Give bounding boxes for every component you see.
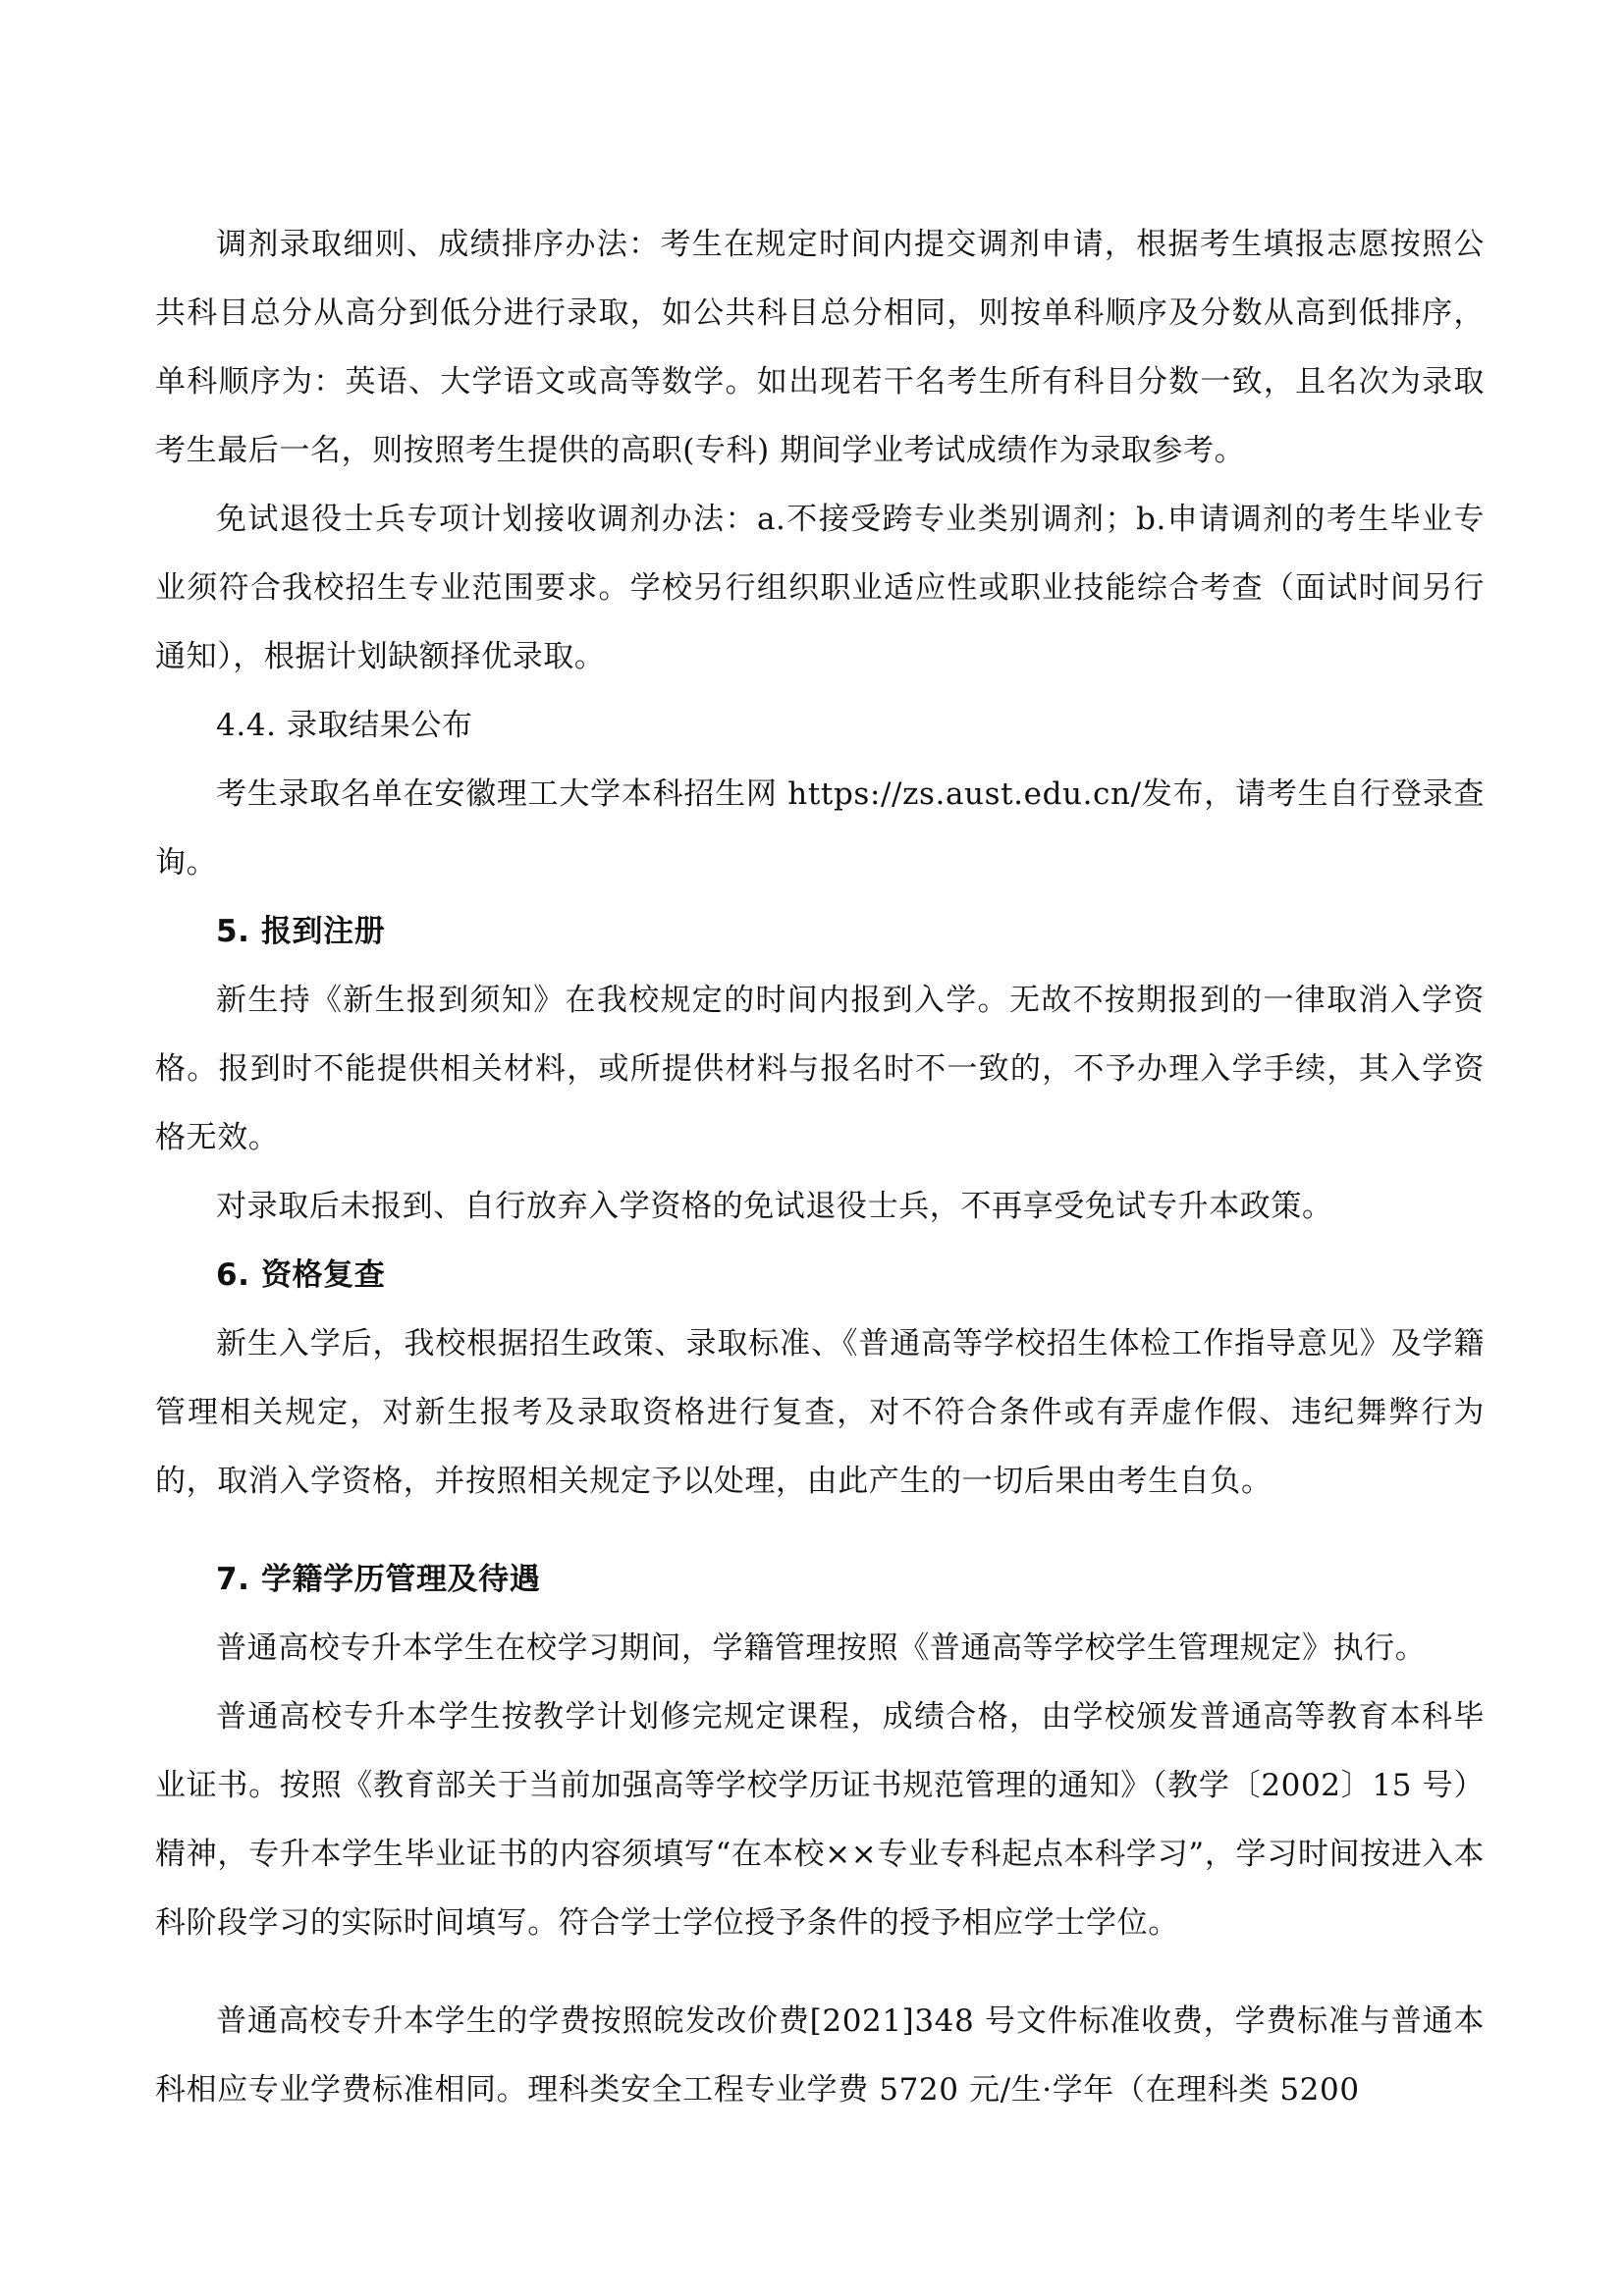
paragraph-qualification-review: 新生入学后，我校根据招生政策、录取标准、《普通高等学校招生体检工作指导意见》及学籍管理相关规定，对新生报考及录取资格进行复查，对不符合条件或有弄虚作假、违纪舞弊行为的，取消入学资格，并按照相关规定予以处理，由此产生的一切后果由考生自负。 <box>155 1326 1485 1499</box>
heading-4-4-admission-results: 4.4. 录取结果公布 <box>216 708 473 743</box>
paragraph-veteran-unregistered: 对录取后未报到、自行放弃入学资格的免试退役士兵，不再享受免试专升本政策。 <box>216 1189 1333 1224</box>
paragraph-adjustment-rules: 调剂录取细则、成绩排序办法：考生在规定时间内提交调剂申请，根据考生填报志愿按照公共科目总分从高分到低分进行录取，如公共科目总分相同，则按单科顺序及分数从高到低排序，单科顺序为：英语、大学语文或高等数学。如出现若干名考生所有科目分数一致，且名次为录取考生最后一名，则按照考生提供的高职(专科) 期间学业考试成绩作为录取参考。 <box>155 227 1485 468</box>
heading-7-student-status: 7. 学籍学历管理及待遇 <box>216 1562 541 1597</box>
paragraph-tuition: 普通高校专升本学生的学费按照皖发改价费[2021]348 号文件标准收费，学费标准与普通本科相应专业学费标准相同。理科类安全工程专业学费 5720 元/生·学年（在理科类 5200 <box>155 2003 1485 2108</box>
document-body <box>155 210 1485 2124</box>
section-gap <box>155 1957 1485 1987</box>
paragraph-veteran-adjustment: 免试退役士兵专项计划接收调剂办法：a.不接受跨专业类别调剂；b.申请调剂的考生毕业专业须符合我校招生专业范围要求。学校另行组织职业适应性或职业技能综合考查（面试时间另行通知），根据计划缺额择优录取。 <box>155 502 1485 674</box>
heading-6-qualification-review: 6. 资格复查 <box>216 1257 386 1293</box>
paragraph-status-management: 普通高校专升本学生在校学习期间，学籍管理按照《普通高等学校学生管理规定》执行。 <box>216 1630 1427 1666</box>
section-gap <box>155 1516 1485 1545</box>
heading-5-registration: 5. 报到注册 <box>216 914 386 949</box>
paragraph-admission-list: 考生录取名单在安徽理工大学本科招生网 https://zs.aust.edu.cn/发布，请考生自行登录查询。 <box>155 776 1485 881</box>
paragraph-diploma: 普通高校专升本学生按教学计划修完规定课程，成绩合格，由学校颁发普通高等教育本科毕业证书。按照《教育部关于当前加强高等学校学历证书规范管理的通知》（教学〔2002〕15 号）精神，专升本学生毕业证书的内容须填写“在本校××专业专科起点本科学习”，学习时间按进入本科阶段学习的实际时间填写。符合学士学位授予条件的授予相应学士学位。 <box>155 1699 1485 1941</box>
paragraph-registration-notice: 新生持《新生报到须知》在我校规定的时间内报到入学。无故不按期报到的一律取消入学资格。报到时不能提供相关材料，或所提供材料与报名时不一致的，不予办理入学手续，其入学资格无效。 <box>155 983 1485 1155</box>
